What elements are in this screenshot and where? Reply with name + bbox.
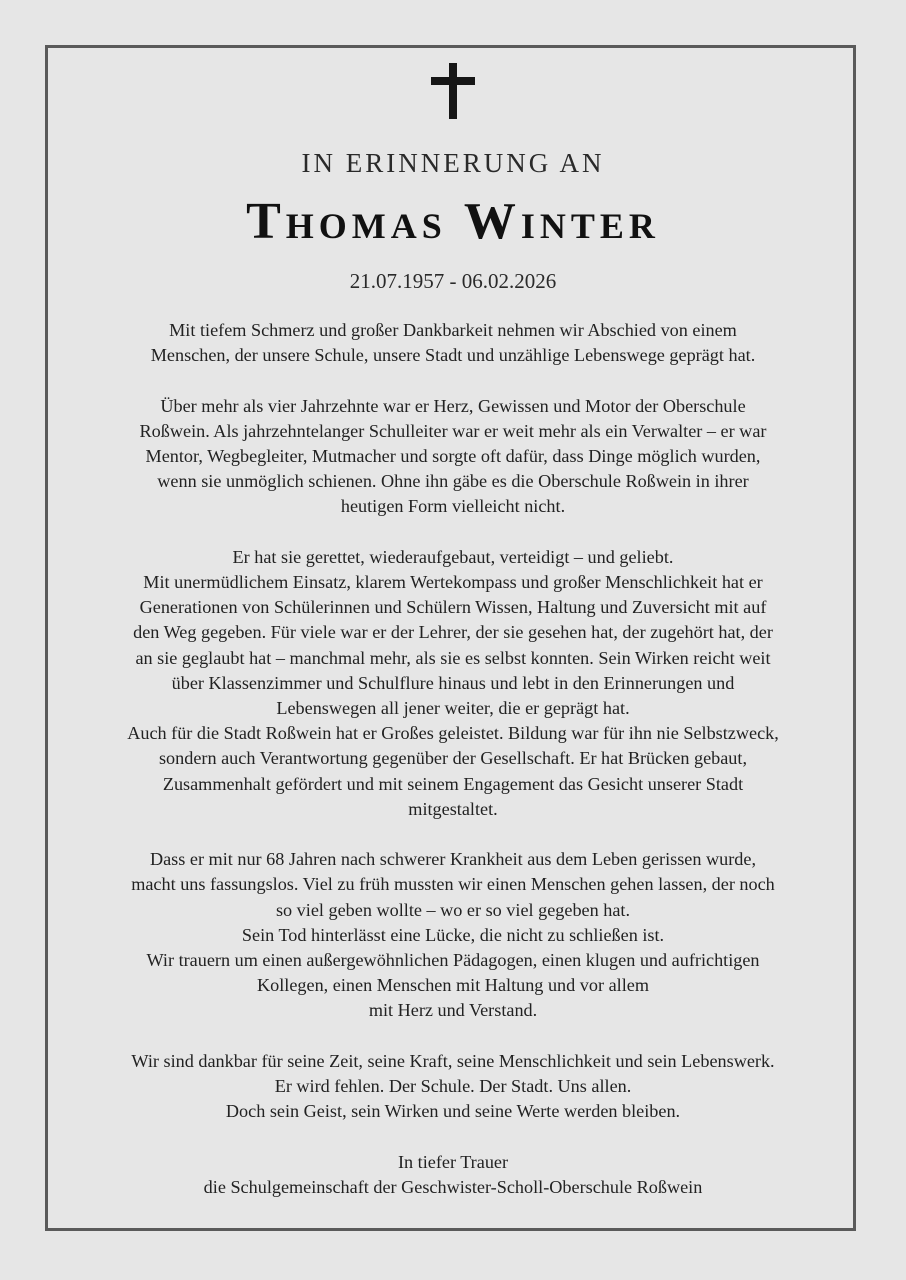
text-line: Lebenswegen all jener weiter, die er geprägt hat. [276,698,630,719]
paragraph [55,847,851,1023]
text-line: Wir trauern um einen außergewöhnlichen Pädagogen, einen klugen und aufrichtigen [146,950,760,971]
text-line: an sie geglaubt hat – manchmal mehr, als sie es selbst konnten. Sein Wirken reicht weit [135,647,771,668]
text-line: sondern auch Verantwortung gegenüber der Gesellschaft. Er hat Brücken gebaut, [158,748,748,769]
life-dates: 21.07.1957 - 06.02.2026 [349,269,557,293]
text-line: wenn sie unmöglich schienen. Ohne ihn gäbe es die Oberschule Roßwein in ihrer [157,471,749,492]
text-line: Mit unermüdlichem Einsatz, klarem Wertekompass und großer Menschlichkeit hat er [143,572,763,592]
text-line: In tiefer Trauer [397,1151,509,1172]
text-line: mit Herz und Verstand. [368,1000,538,1021]
text-line: Über mehr als vier Jahrzehnte war er Herz, Gewissen und Motor der Oberschule [160,395,746,416]
text-line: mitgestaltet. [408,798,498,819]
text-line: Mit tiefem Schmerz und großer Dankbarkeit nehmen wir Abschied von einem [169,320,737,340]
text-line: macht uns fassungslos. Viel zu früh mussten wir einen Menschen gehen lassen, der noch [131,874,775,895]
text-line: Dass er mit nur 68 Jahren nach schwerer Krankheit aus dem Leben gerissen wurde, [149,849,757,870]
paragraph [55,1049,851,1125]
paragraph [55,318,851,368]
text-line: Zusammenhalt gefördert und mit seinem Engagement das Gesicht unserer Stadt [162,773,744,794]
paragraph [55,394,851,520]
paragraph-gap [55,368,851,393]
paragraph-gap [55,1124,851,1149]
text-line: Menschen, der unsere Schule, unsere Stadt und unzählige Lebenswege geprägt hat. [150,345,756,366]
text-line: Auch für die Stadt Roßwein hat er Großes geleistet. Bildung war für ihn nie Selbstzweck, [127,723,779,744]
text-line: über Klassenzimmer und Schulflure hinaus und lebt in den Erinnerungen und [171,672,735,693]
paragraph-gap [55,520,851,545]
text-line: den Weg gegeben. Für viele war er der Lehrer, der sie gesehen hat, der zugehört hat, der [133,622,773,643]
text-line: die Schulgemeinschaft der Geschwister-Scholl-Oberschule Roßwein [203,1176,703,1197]
text-line: Er wird fehlen. Der Schule. Der Stadt. Uns allen. [274,1076,632,1097]
paragraph [55,545,851,822]
text-line: Roßwein. Als jahrzehntelanger Schulleiter war er weit mehr als ein Verwalter – er war [139,420,767,441]
text-line: Wir sind dankbar für seine Zeit, seine Kraft, seine Menschlichkeit und sein Lebenswerk. [131,1050,775,1071]
text-line: heutigen Form vielleicht nicht. [340,496,566,517]
paragraph-gap [55,1024,851,1049]
text-line: Sein Tod hinterlässt eine Lücke, die nicht zu schließen ist. [241,924,665,945]
text-line: Mentor, Wegbegleiter, Mutmacher und sorgte oft dafür, dass Dinge möglich wurden, [145,446,761,466]
cross-icon [0,63,906,119]
memorial-eyebrow: IN ERINNERUNG AN [301,148,605,178]
text-line: Doch sein Geist, sein Wirken und seine Werte werden bleiben. [225,1101,681,1122]
text-line: Er hat sie gerettet, wiederaufgebaut, verteidigt – und geliebt. [232,546,674,567]
signature-block [55,1150,851,1200]
text-line: Generationen von Schülerinnen und Schülern Wissen, Haltung und Zuversicht mit auf [139,597,767,618]
obituary-text [55,318,851,1200]
text-line: Kollegen, einen Menschen mit Haltung und vor allem [257,975,649,996]
cross-icon-graphic [431,63,475,119]
paragraph-gap [55,822,851,847]
text-line: so viel geben wollte – wo er so viel gegeben hat. [275,899,631,920]
deceased-name: Thomas Winter [246,193,660,250]
